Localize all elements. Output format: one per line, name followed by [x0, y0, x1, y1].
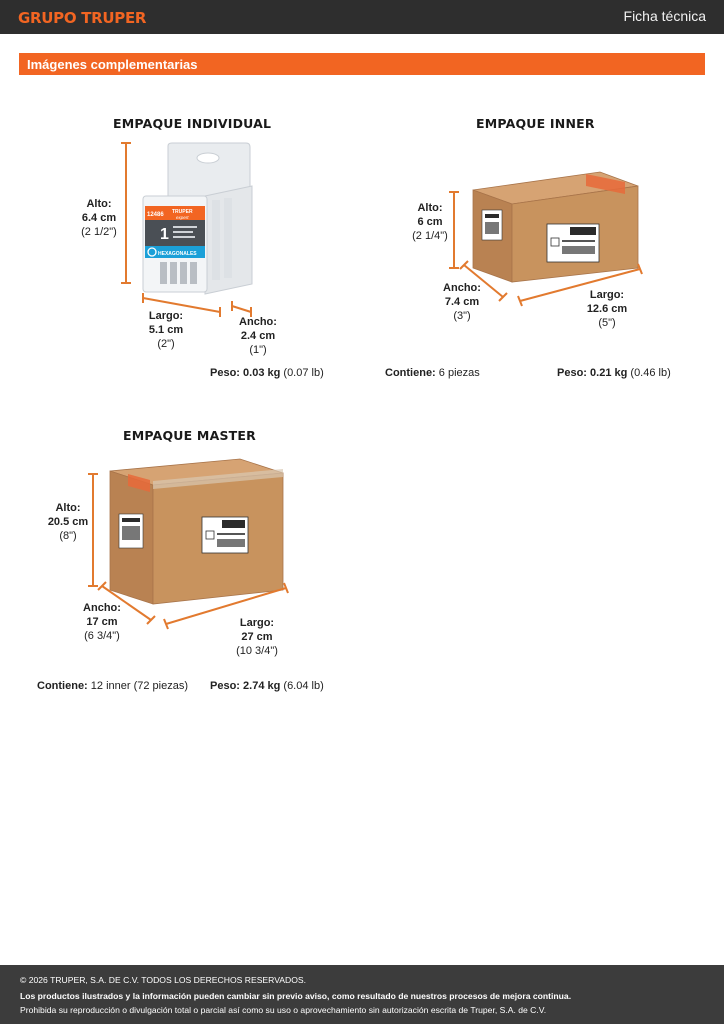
height-imperial: (2 1/4") — [412, 230, 448, 242]
width-value: 7.4 cm — [444, 296, 480, 308]
weight-imperial: (6.04 lb) — [283, 680, 324, 692]
product-line-label: expert — [176, 215, 189, 220]
document-type: Ficha técnica — [623, 8, 706, 24]
individual-weight — [210, 367, 324, 379]
length-label: Largo: — [148, 310, 184, 322]
master-package-image — [110, 459, 283, 604]
length-value: 27 cm — [241, 631, 273, 643]
inner-contents — [385, 367, 480, 379]
length-label: Largo: — [589, 289, 625, 301]
master-package-title: EMPAQUE MASTER — [123, 428, 256, 443]
height-label: Alto: — [417, 202, 443, 214]
inner-weight — [557, 367, 671, 379]
product-type-label: HEXAGONALES — [158, 251, 197, 257]
width-imperial: (1") — [249, 344, 267, 356]
height-value: 20.5 cm — [47, 516, 89, 528]
inner-height-label — [404, 201, 456, 243]
contents-value: 12 inner (72 piezas) — [90, 680, 189, 692]
section-title: Imágenes complementarias — [27, 57, 198, 72]
width-imperial: (6 3/4") — [84, 630, 120, 642]
length-imperial: (2") — [157, 338, 175, 350]
weight-label: Peso: — [210, 367, 240, 379]
height-value: 6 cm — [417, 216, 443, 228]
weight-label: Peso: — [557, 367, 587, 379]
weight-imperial: (0.46 lb) — [630, 367, 671, 379]
inner-length-label — [578, 288, 636, 330]
height-imperial: (2 1/2") — [81, 226, 117, 238]
length-value: 5.1 cm — [148, 324, 184, 336]
weight-value: 0.21 kg — [590, 367, 628, 379]
individual-width-label — [228, 315, 288, 357]
contents-label: Contiene: — [37, 680, 88, 692]
product-code-label: 12486 — [147, 212, 164, 218]
height-label: Alto: — [86, 198, 112, 210]
footer-copyright: © 2026 TRUPER, S.A. DE C.V. TODOS LOS DERECHOS RESERVADOS. — [20, 975, 307, 985]
width-label: Ancho: — [443, 282, 481, 294]
weight-value: 2.74 kg — [243, 680, 281, 692]
product-size-label: 1 — [160, 226, 169, 243]
master-height-label — [40, 501, 96, 543]
width-imperial: (3") — [453, 310, 471, 322]
inner-package-title: EMPAQUE INNER — [476, 116, 595, 131]
weight-label: Peso: — [210, 680, 240, 692]
height-imperial: (8") — [59, 530, 77, 542]
width-label: Ancho: — [239, 316, 277, 328]
contents-label: Contiene: — [385, 367, 436, 379]
contents-value: 6 piezas — [438, 367, 480, 379]
individual-height-label — [70, 197, 128, 239]
footer-legal: Prohibida su reproducción o divulgación total o parcial así como su uso o aprovechamiento sin autorización escrita de Truper, S.A. de C.V. — [20, 1005, 547, 1015]
width-value: 2.4 cm — [240, 330, 276, 342]
brand-logo: GRUPO TRUPER — [18, 9, 147, 27]
inner-package-image — [473, 172, 638, 282]
height-value: 6.4 cm — [81, 212, 117, 224]
individual-package-title: EMPAQUE INDIVIDUAL — [113, 116, 272, 131]
length-imperial: (5") — [598, 317, 616, 329]
inner-width-label — [434, 281, 490, 323]
footer — [0, 965, 724, 1024]
height-label: Alto: — [55, 502, 81, 514]
weight-value: 0.03 kg — [243, 367, 281, 379]
individual-length-label — [136, 309, 196, 351]
length-value: 12.6 cm — [586, 303, 628, 315]
weight-imperial: (0.07 lb) — [283, 367, 324, 379]
individual-package-image — [143, 143, 252, 294]
footer-notice: Los productos ilustrados y la información pueden cambiar sin previo aviso, como resultado de nuestros procesos de mejora continua. — [20, 991, 572, 1001]
width-label: Ancho: — [83, 602, 121, 614]
width-value: 17 cm — [86, 616, 118, 628]
product-brand-label: TRUPER — [172, 209, 193, 215]
master-contents — [37, 680, 188, 692]
master-weight — [210, 680, 324, 692]
master-width-label — [72, 601, 132, 643]
length-imperial: (10 3/4") — [236, 645, 278, 657]
length-label: Largo: — [239, 617, 275, 629]
master-length-label — [226, 616, 288, 658]
